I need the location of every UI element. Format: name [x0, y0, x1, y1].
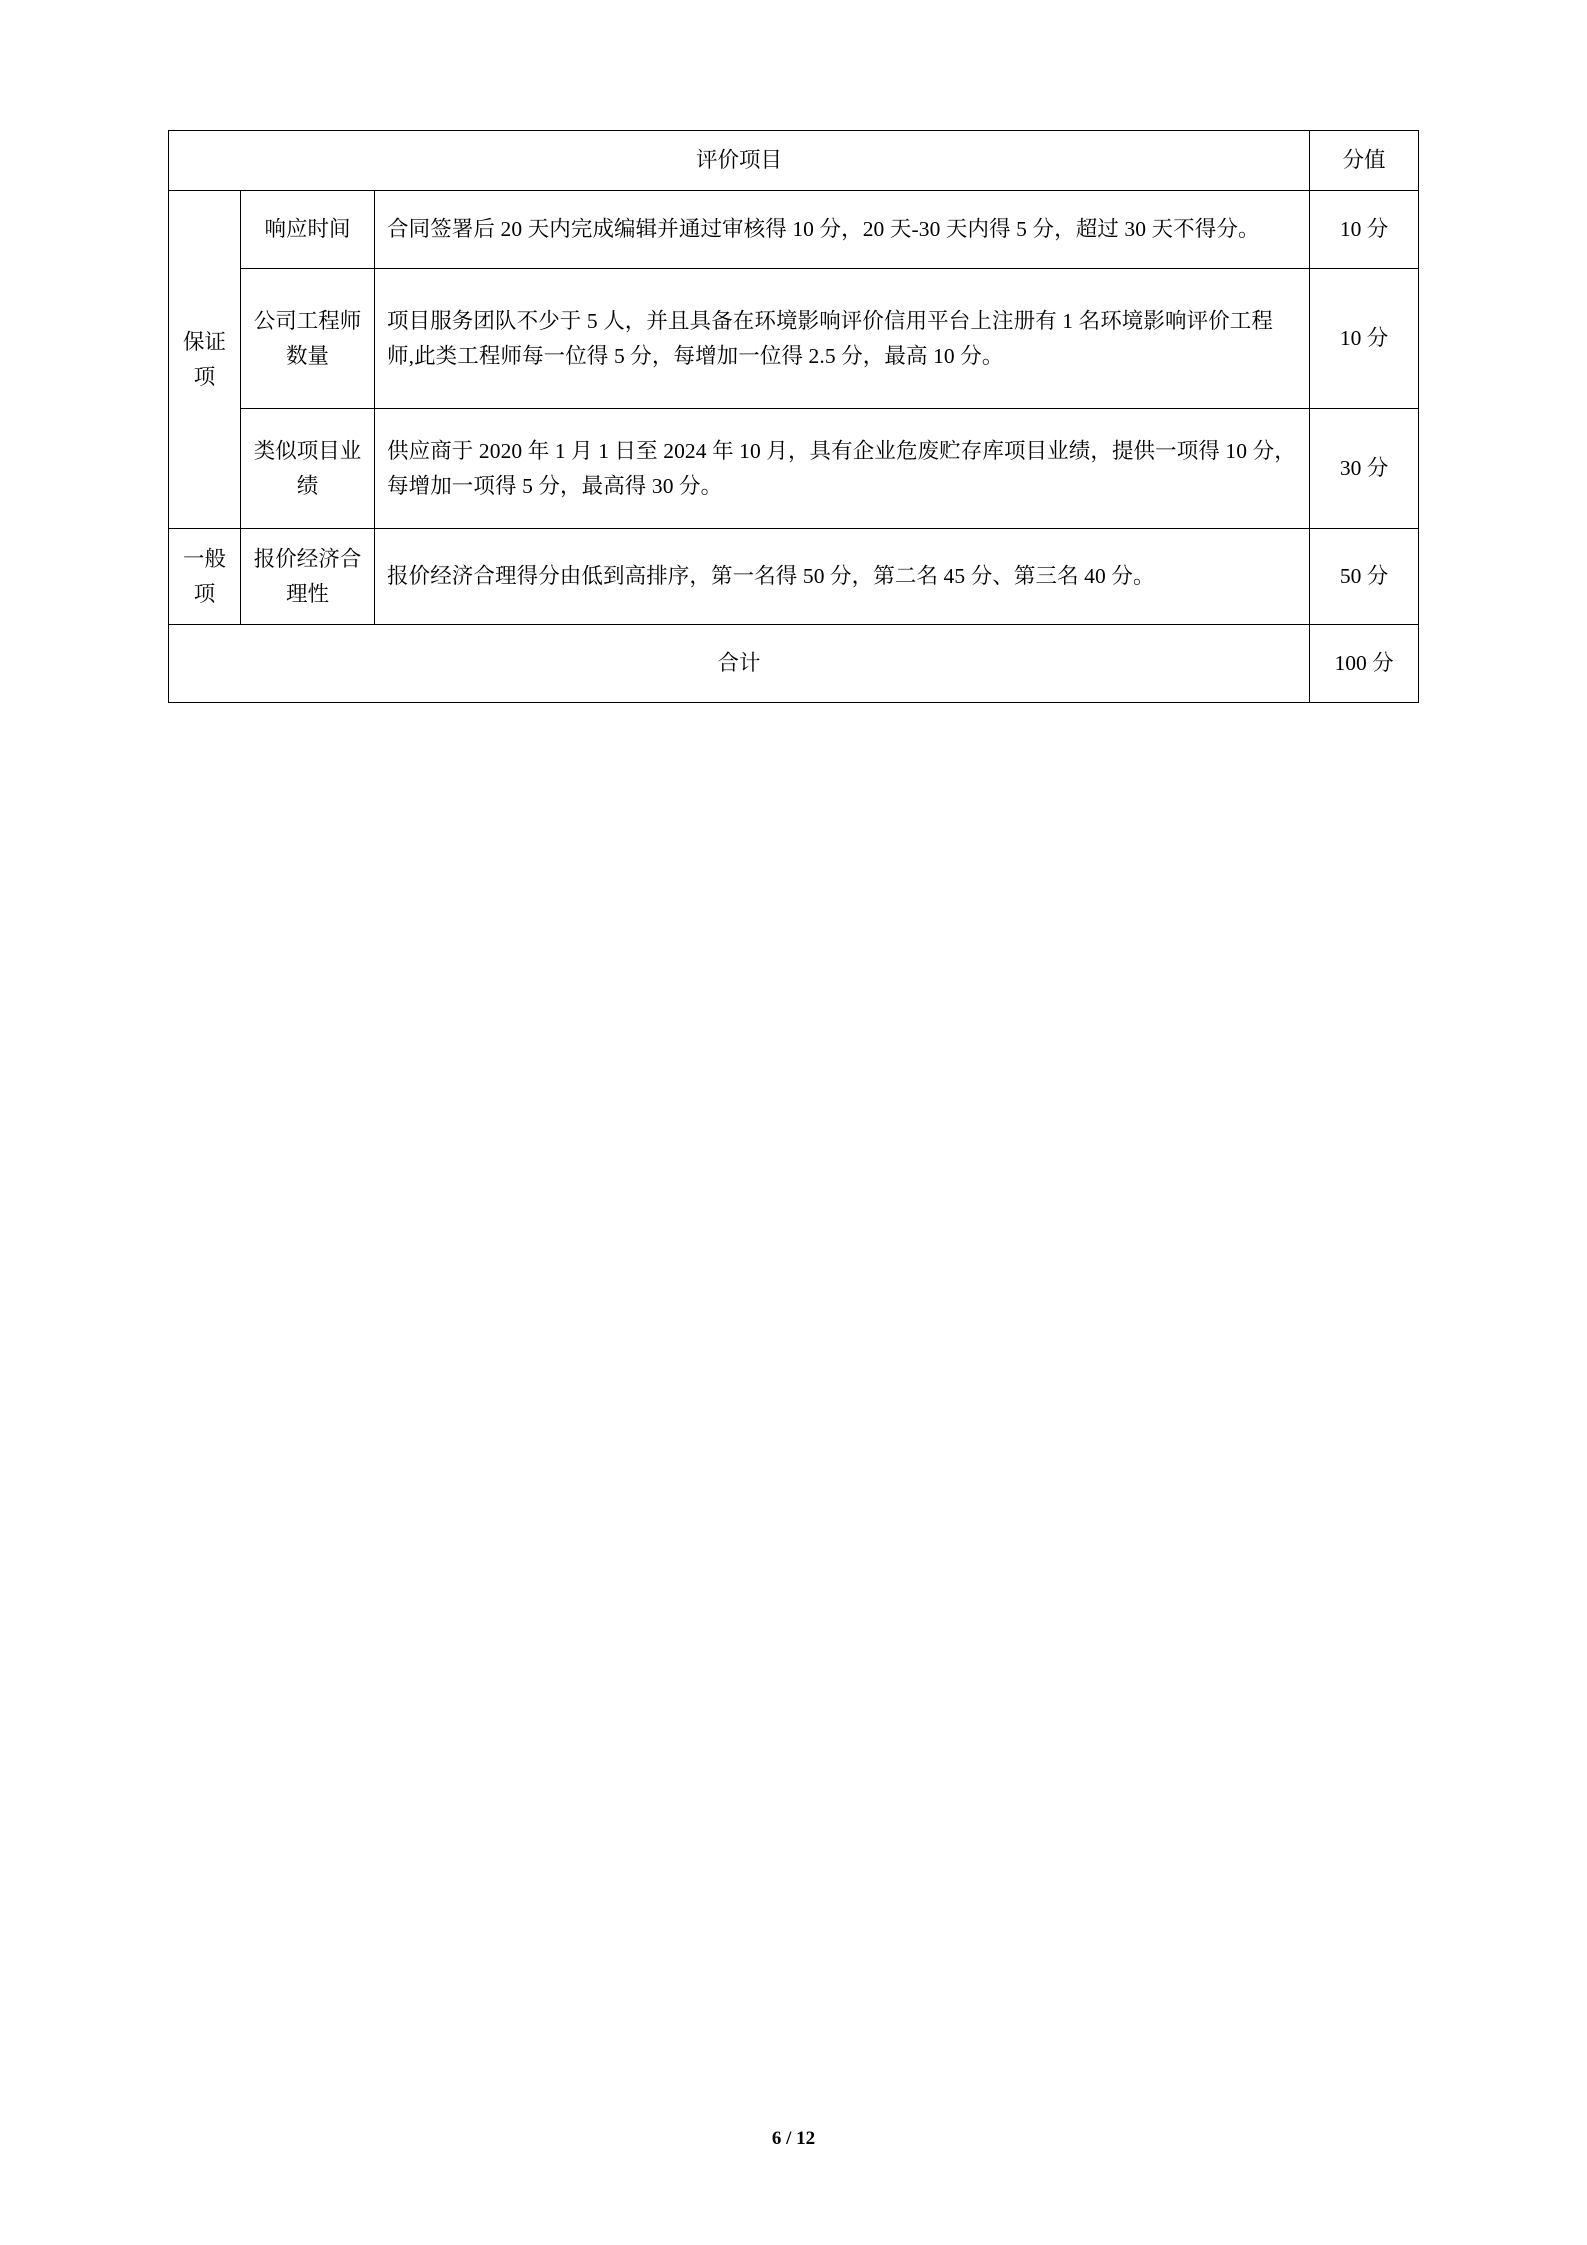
criterion-description: 合同签署后 20 天内完成编辑并通过审核得 10 分，20 天-30 天内得 5 分，超过 30 天不得分。 — [375, 191, 1310, 269]
criterion-name: 类似项目业绩 — [241, 409, 375, 529]
table-row — [169, 409, 1419, 529]
criterion-name: 响应时间 — [241, 191, 375, 269]
criterion-description: 项目服务团队不少于 5 人，并且具备在环境影响评价信用平台上注册有 1 名环境影响评价工程师,此类工程师每一位得 5 分，每增加一位得 2.5 分，最高 10 分。 — [375, 269, 1310, 409]
criterion-name: 报价经济合理性 — [241, 529, 375, 625]
criterion-score: 30 分 — [1310, 409, 1419, 529]
criterion-score: 10 分 — [1310, 191, 1419, 269]
evaluation-score-table — [168, 130, 1419, 703]
table-header-row — [169, 131, 1419, 191]
criterion-score: 10 分 — [1310, 269, 1419, 409]
table-row — [169, 191, 1419, 269]
evaluation-table-container — [168, 130, 1418, 703]
header-score: 分值 — [1310, 131, 1419, 191]
page-number: 6 / 12 — [771, 2128, 816, 2149]
criterion-description: 报价经济合理得分由低到高排序，第一名得 50 分，第二名 45 分、第三名 40 分。 — [375, 529, 1310, 625]
table-row — [169, 269, 1419, 409]
criterion-score: 50 分 — [1310, 529, 1419, 625]
criterion-name: 公司工程师数量 — [241, 269, 375, 409]
table-row — [169, 529, 1419, 625]
total-score: 100 分 — [1310, 625, 1419, 703]
category-general: 一般项 — [169, 529, 241, 625]
header-evaluation-item: 评价项目 — [169, 131, 1310, 191]
category-guarantee: 保证项 — [169, 191, 241, 529]
criterion-description: 供应商于 2020 年 1 月 1 日至 2024 年 10 月，具有企业危废贮存库项目业绩，提供一项得 10 分，每增加一项得 5 分，最高得 30 分。 — [375, 409, 1310, 529]
total-label: 合计 — [169, 625, 1310, 703]
table-total-row — [169, 625, 1419, 703]
